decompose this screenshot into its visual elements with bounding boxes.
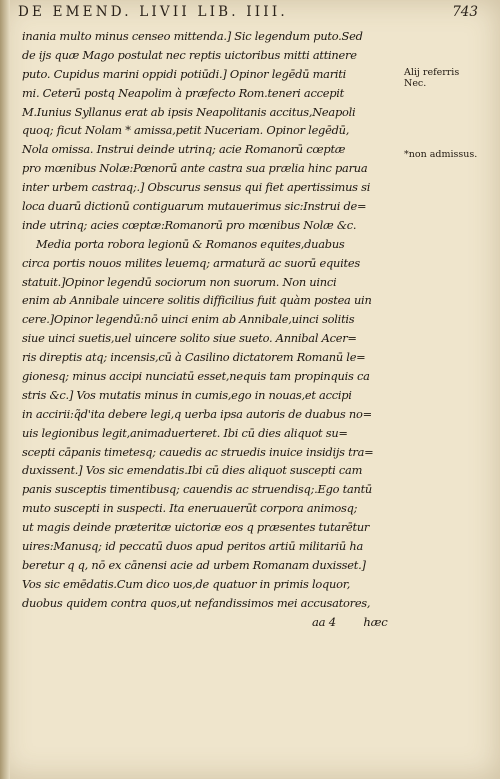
text-line: cere.]Opinor legendū:nō uinci enim ab Annibale,uinci solitis bbox=[22, 312, 355, 327]
text-line: ris direptis atq; incensis,cū à Casilino dictatorem Romanū le= bbox=[22, 350, 366, 365]
text-line: beretur q q, nō ex cānensi acie ad urbem Romanam duxisset.] bbox=[22, 557, 366, 572]
text-line: Nola omissa. Instrui deinde utrinq; acie Romanorū cœptæ bbox=[22, 142, 346, 157]
text-line: pro mœnibus Nolæ:Pœnorū ante castra sua prælia hinc parua bbox=[22, 161, 368, 176]
text-line: scepti cāpanis timetesq; cauedis ac struedis inuice insidijs tra= bbox=[22, 444, 374, 459]
text-line: ut magis deinde præteritæ uictoriæ eos q præsentes tutarētur bbox=[22, 520, 370, 535]
body-text bbox=[22, 27, 397, 632]
margin-note: *non admissus. bbox=[404, 149, 478, 160]
text-line: panis susceptis timentibusq; cauendis ac struendisq;.Ego tantū bbox=[22, 482, 372, 497]
text-line: inania multo minus censeo mittenda.] Sic legendum puto.Sed bbox=[22, 29, 363, 43]
text-line: puto. Cupidus marini oppidi potiūdi.] Opinor legēdū mariti bbox=[22, 66, 347, 81]
text-line: Media porta robora legionū & Romanos equites,duabus bbox=[36, 236, 345, 251]
page-gutter bbox=[0, 0, 10, 779]
running-header bbox=[18, 4, 478, 28]
text-line: gionesq; minus accipi nunciatū esset,nequis tam propinquis ca bbox=[22, 369, 370, 384]
text-line: enim ab Annibale uincere solitis difficilius fuit quàm postea uin bbox=[22, 293, 372, 308]
text-line: Vos sic emēdatis.Cum dico uos,de quatuor in primis loquor, bbox=[22, 576, 351, 591]
text-line: uires:Manusq; id peccatū duos apud peritos artiū militariū ha bbox=[22, 539, 363, 554]
margin-note-line: Nec. bbox=[404, 78, 427, 89]
text-line: circa portis nouos milites leuemq; armatură ac suorū equites bbox=[22, 255, 360, 270]
text-line: statuit.]Opinor legendū sociorum non suorum. Non uinci bbox=[22, 274, 337, 289]
text-line: uis legionibus legit,animaduerteret. Ibi cū dies aliquot su= bbox=[22, 425, 348, 440]
catchword-line: aa 4 hæc bbox=[312, 614, 388, 629]
text-line: inter urbem castraq;.] Obscurus sensus qui fiet apertissimus si bbox=[22, 180, 371, 195]
text-line: loca duarū dictionū contiguarum mutauerimus sic:Instrui de= bbox=[22, 199, 367, 214]
text-line: muto suscepti in suspecti. Ita eneruauerūt corpora animosq; bbox=[22, 501, 358, 516]
text-line: mi. Ceterū postq Neapolim à præfecto Rom.teneri accepit bbox=[22, 85, 344, 100]
header-title: DE EMEND. LIVII LIB. IIII. bbox=[18, 4, 288, 20]
text-line: inde utrinq; acies cœptæ:Romanorū pro mœnibus Nolæ &c. bbox=[22, 217, 357, 232]
text-line: quoq; ficut Nolam * amissa,petit Nuceriam. Opinor legēdū, bbox=[22, 123, 350, 138]
text-line: de ijs quæ Mago postulat nec reptis uictoribus mitti attinere bbox=[22, 47, 357, 62]
margin-note-line: Alij referris bbox=[404, 67, 460, 78]
page-number: 743 bbox=[452, 4, 478, 20]
text-line: duxissent.] Vos sic emendatis.Ibi cū dies aliquot suscepti cam bbox=[22, 463, 363, 478]
text-line: M.Iunius Syllanus erat ab ipsis Neapolitanis accitus,Neapoli bbox=[22, 104, 356, 119]
margin-note bbox=[404, 67, 484, 89]
text-line: siue uinci suetis,uel uincere solito siue sueto. Annibal Acer= bbox=[22, 331, 357, 346]
text-line: in accirii:q̃d'ita debere legi,q uerba ipsa autoris de duabus no= bbox=[22, 406, 372, 421]
text-line: duobus quidem contra quos,ut nefandissimos mei accusatores, bbox=[22, 595, 371, 610]
text-line: stris &c.] Vos mutatis minus in cumis,ego in nouas,et accipi bbox=[22, 387, 352, 402]
